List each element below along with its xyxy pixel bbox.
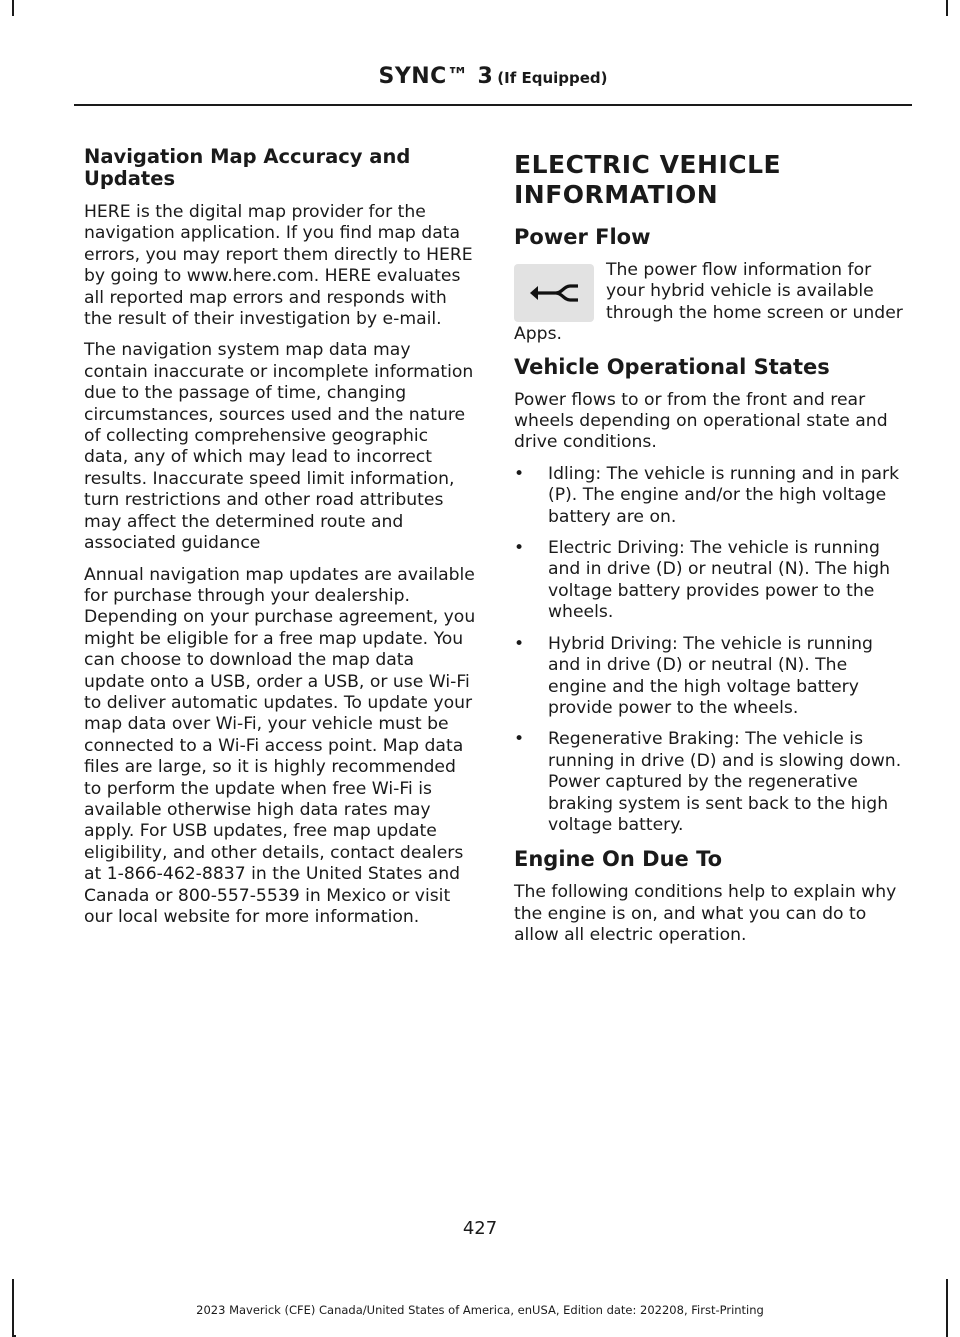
list-item-text: Electric Driving: The vehicle is running and in drive (D) or neutral (N). The high voltage battery provides power to the wheels.	[548, 538, 891, 623]
ev-section-title: ELECTRIC VEHICLE INFORMATION	[514, 150, 782, 209]
bullet-icon: •	[514, 463, 525, 484]
bullet-icon: •	[514, 729, 525, 750]
list-item-text: Hybrid Driving: The vehicle is running and in drive (D) or neutral (N). The engine and the high voltage battery provide power to the wheels.	[548, 633, 873, 718]
engine-on-heading: Engine On Due To	[514, 847, 723, 872]
map-data-paragraph: The navigation system map data may contain inaccurate or incomplete information due to the passage of time, changing circumstances, sources used and the nature of collecting comprehensive geographic data, any of which may lead to incorrect results. Inaccurate speed limit information, turn restrictions and other road attributes may affect the determined route and associated guidance	[84, 340, 474, 554]
header-title: SYNC™ 3	[378, 64, 494, 89]
list-item	[514, 634, 906, 720]
map-accuracy-heading: Navigation Map Accuracy and Updates	[84, 145, 411, 190]
bullet-icon: •	[514, 633, 525, 654]
power-flow-block	[514, 260, 906, 346]
list-item-text: Idling: The vehicle is running and in park (P). The engine and/or the high voltage battery are on.	[548, 463, 900, 527]
power-flow-text: The power flow information for your hybrid vehicle is available through the home screen or under Apps.	[514, 260, 903, 345]
running-header	[74, 64, 912, 89]
map-updates-paragraph: Annual navigation map updates are available for purchase through your dealership. Depending on your purchase agreement, you might be eligible for a free map update. You can choose to download the map data update onto a USB, order a USB, or use Wi-Fi to deliver automatic updates. To update your map data over Wi-Fi, your vehicle must be connected to a Wi-Fi access point. Map data files are large, so it is highly recommended to perform the update when free Wi-Fi is available otherwise high data rates may apply. For USB updates, free map update eligibility, and other details, contact dealers at 1-866-462-8837 in the United States and Canada or 800-557-5539 in Mexico or visit our local website for more information.	[84, 564, 476, 927]
power-flow-icon	[514, 264, 594, 322]
bullet-icon: •	[514, 538, 525, 559]
map-provider-paragraph: HERE is the digital map provider for the navigation application. If you find map data errors, you may report them directly to HERE by going to www.here.com. HERE evaluates all reported map errors and responds with the result of their investigation by e-mail.	[84, 202, 473, 330]
list-item	[514, 538, 906, 624]
operational-states-list	[514, 464, 906, 837]
page-number: 427	[462, 1218, 498, 1239]
list-item	[514, 464, 906, 528]
operational-states-intro: Power flows to or from the front and rear wheels depending on operational state and drive conditions.	[514, 389, 888, 453]
crop-mark-top-right	[946, 0, 948, 16]
list-item-text: Regenerative Braking: The vehicle is running in drive (D) and is slowing down. Power captured by the regenerative braking system is sent back to the high voltage battery.	[548, 729, 902, 835]
edition-footer: 2023 Maverick (CFE) Canada/United States of America, enUSA, Edition date: 202208, First-Printing	[196, 1303, 764, 1317]
right-column	[514, 146, 906, 957]
engine-on-text: The following conditions help to explain why the engine is on, and what you can do to allow all electric operation.	[514, 882, 897, 946]
crop-mark-top-left	[12, 0, 14, 16]
left-column	[84, 146, 476, 938]
list-item	[514, 729, 906, 836]
operational-states-heading: Vehicle Operational States	[514, 354, 830, 379]
header-subtitle: (If Equipped)	[497, 69, 608, 87]
power-flow-heading: Power Flow	[514, 225, 651, 249]
header-rule	[74, 104, 912, 106]
